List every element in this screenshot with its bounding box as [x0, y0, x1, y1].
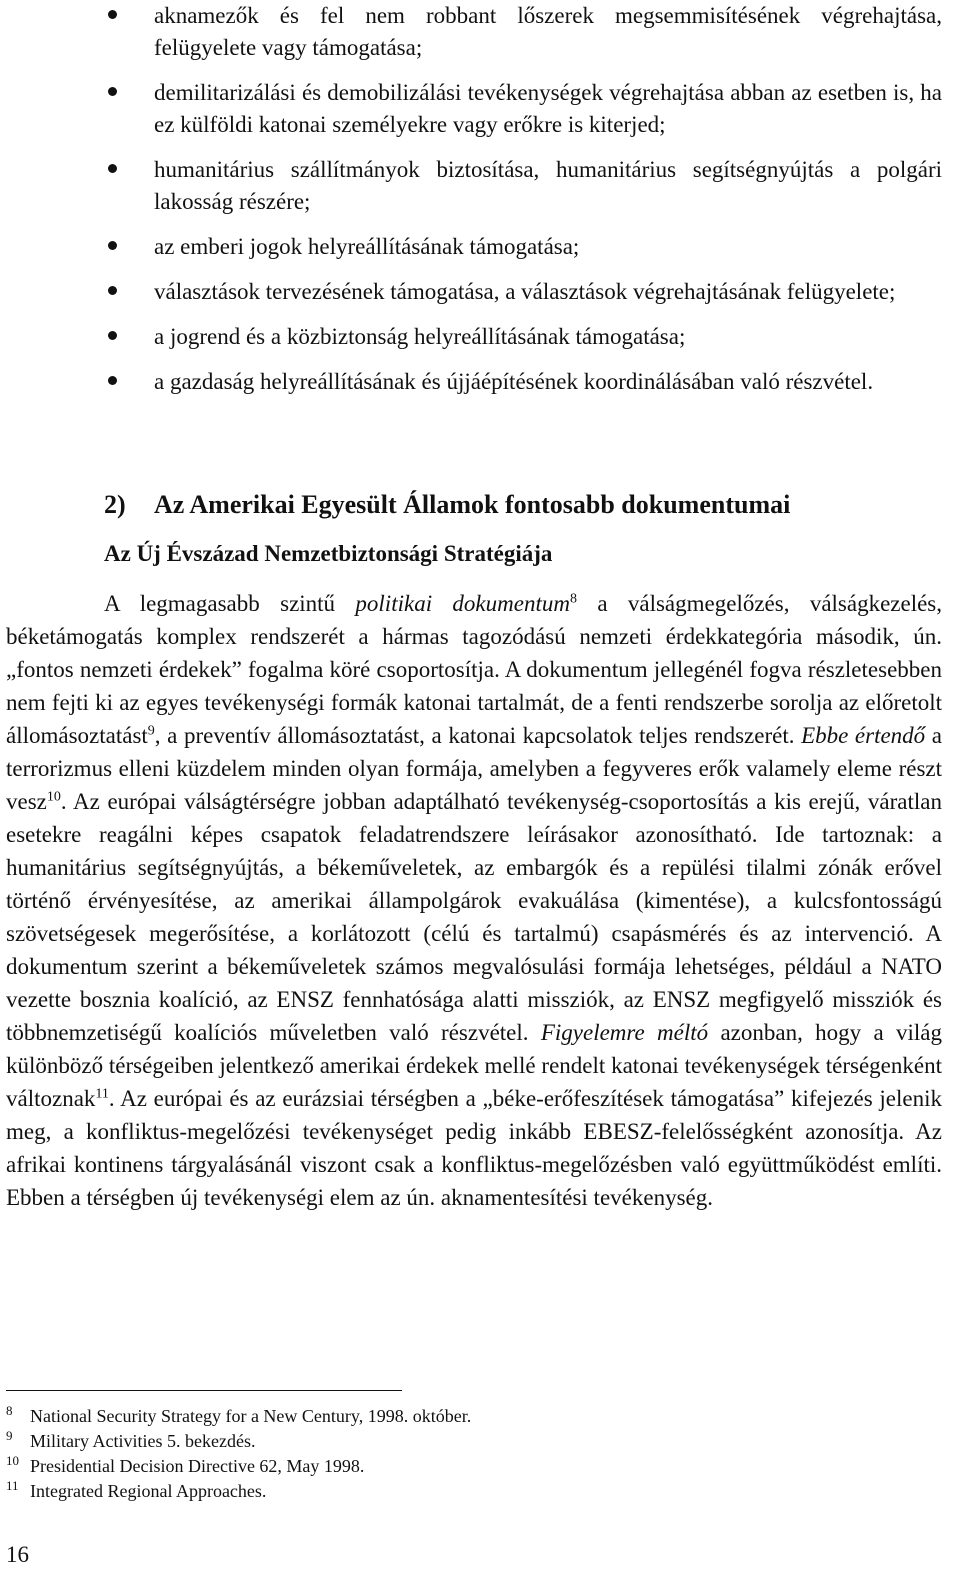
- list-item: [0, 276, 960, 308]
- list-item-text: aknamezők és fel nem robbant lőszerek megsemmisítésének végrehajtása, felügyelete vagy támogatása;: [154, 3, 942, 60]
- bullet-dot-icon: [108, 241, 117, 250]
- section-heading: [104, 490, 790, 520]
- bullet-dot-icon: [108, 331, 117, 340]
- list-item: [0, 154, 960, 218]
- footnote-number: 8: [6, 1403, 13, 1418]
- paragraph-italic: Figyelemre méltó: [540, 1020, 709, 1045]
- list-item: [0, 321, 960, 353]
- bullet-dot-icon: [108, 164, 117, 173]
- footnote-number: 10: [6, 1453, 19, 1468]
- paragraph-text: a válságmegelőzés, válságkezelés, béketámogatás komplex rendszerét a hármas tagozódású nemzeti érdekkategória második, ún. „fontos nemzeti érdekek” fogalma köré csoportosítja. A dokumentum jellegénél fogva részletesebben nem fejti ki az egyes tevékenységi formák katonai tartalmát, de a fenti rendszerbe sorolja az előretolt állomásoztatást: [6, 591, 942, 748]
- bullet-dot-icon: [108, 10, 117, 19]
- footnote-item: [6, 1454, 471, 1479]
- list-item-text: a gazdaság helyreállításának és újjáépítésének koordinálásában való részvétel.: [154, 369, 874, 394]
- footnote-text: National Security Strategy for a New Century, 1998. október.: [30, 1406, 472, 1426]
- footnote-divider: [6, 1390, 402, 1391]
- footnote-ref: 10: [46, 789, 61, 805]
- paragraph-text: . Az európai válságtérségre jobban adaptálható tevékenység-csoportosítás a kis erejű, váratlan esetekre reagálni képes csapatok feladatrendszere leírásakor azonosítható. Ide tartoznak: a humanitárius segítségnyújtás, a békeműveletek, az embargók és a repülési tilalmi zónák erővel történő érvényesítése, az amerikai állampolgárok evakuálása (kimentése), a kulcsfontosságú szövetségesek megerősítése, a korlátozott (célú és tartalmú) csapásmérés és az intervenció. A dokumentum szerint a békeműveletek számos megvalósulási formája lehetséges, például a NATO vezette bosznia koalíció, az ENSZ fennhatósága alatti missziók, az ENSZ megfigyelő missziók és többnemzetiségű koalíciós műveletben való részvétel.: [6, 789, 942, 1045]
- bullet-dot-icon: [108, 87, 117, 96]
- list-item: [0, 231, 960, 263]
- list-item: [0, 0, 960, 64]
- page-number: 16: [6, 1542, 29, 1567]
- list-item-text: a jogrend és a közbiztonság helyreállításának támogatása;: [154, 324, 686, 349]
- paragraph-text: . Az európai és az eurázsiai térségben a „béke-erőfeszítések támogatása” kifejezés jelenik meg, a konfliktus-megelőzési tevékenységet pedig inkább EBESZ-felelősségként azonosítja. Az afrikai kontinens tárgyalásánál viszont csak a konfliktus-megelőzésben való együttműködést említi. Ebben a térségben új tevékenységi elem az ún. aknamentesítési tevékenység.: [6, 1086, 942, 1210]
- list-item-text: demilitarizálási és demobilizálási tevékenységek végrehajtása abban az esetben is, ha ez külföldi katonai személyekre vagy erőkre is kiterjed;: [154, 80, 942, 137]
- body-paragraph: [6, 587, 942, 1214]
- list-item-text: az emberi jogok helyreállításának támogatása;: [154, 234, 580, 259]
- section-number: 2): [104, 490, 126, 519]
- footnote-list: [6, 1404, 471, 1504]
- list-item: [0, 366, 960, 398]
- paragraph-text: , a preventív állomásoztatást, a katonai kapcsolatok teljes rendszerét.: [154, 723, 802, 748]
- footnote-number: 11: [6, 1478, 19, 1493]
- footnote-text: Integrated Regional Approaches.: [30, 1481, 267, 1501]
- list-item: [0, 77, 960, 141]
- list-item-text: humanitárius szállítmányok biztosítása, humanitárius segítségnyújtás a polgári lakosság részére;: [154, 157, 942, 214]
- footnote-number: 9: [6, 1428, 13, 1443]
- paragraph-text: a terrorizmus elleni küzdelem minden olyan formája, amelyben a fegyveres erők valamely eleme részt vesz: [6, 723, 942, 814]
- footnote-text: Presidential Decision Directive 62, May 1998.: [30, 1456, 365, 1476]
- footnote-ref: 11: [95, 1086, 109, 1102]
- paragraph-italic: politikai dokumentum: [355, 591, 570, 616]
- footnote-text: Military Activities 5. bekezdés.: [30, 1431, 256, 1451]
- section-title: Az Amerikai Egyesült Államok fontosabb dokumentumai: [154, 490, 791, 519]
- subsection-heading: Az Új Évszázad Nemzetbiztonsági Stratégiája: [104, 541, 553, 566]
- footnote-ref: 8: [569, 591, 577, 607]
- footnote-item: [6, 1429, 471, 1454]
- footnote-item: [6, 1479, 471, 1504]
- bullet-dot-icon: [108, 286, 117, 295]
- paragraph-text: A legmagasabb szintű: [104, 591, 356, 616]
- bullet-dot-icon: [108, 376, 117, 385]
- paragraph-text: azonban, hogy a világ különböző térségeiben jelentkező amerikai érdekek mellé rendelt katonai tevékenységek térségenként változnak: [6, 1020, 942, 1111]
- footnote-ref: 9: [147, 723, 155, 739]
- bullet-list: [0, 0, 960, 411]
- paragraph-italic: Ebbe értendő: [801, 723, 926, 748]
- footnote-item: [6, 1404, 471, 1429]
- list-item-text: választások tervezésének támogatása, a választások végrehajtásának felügyelete;: [154, 279, 896, 304]
